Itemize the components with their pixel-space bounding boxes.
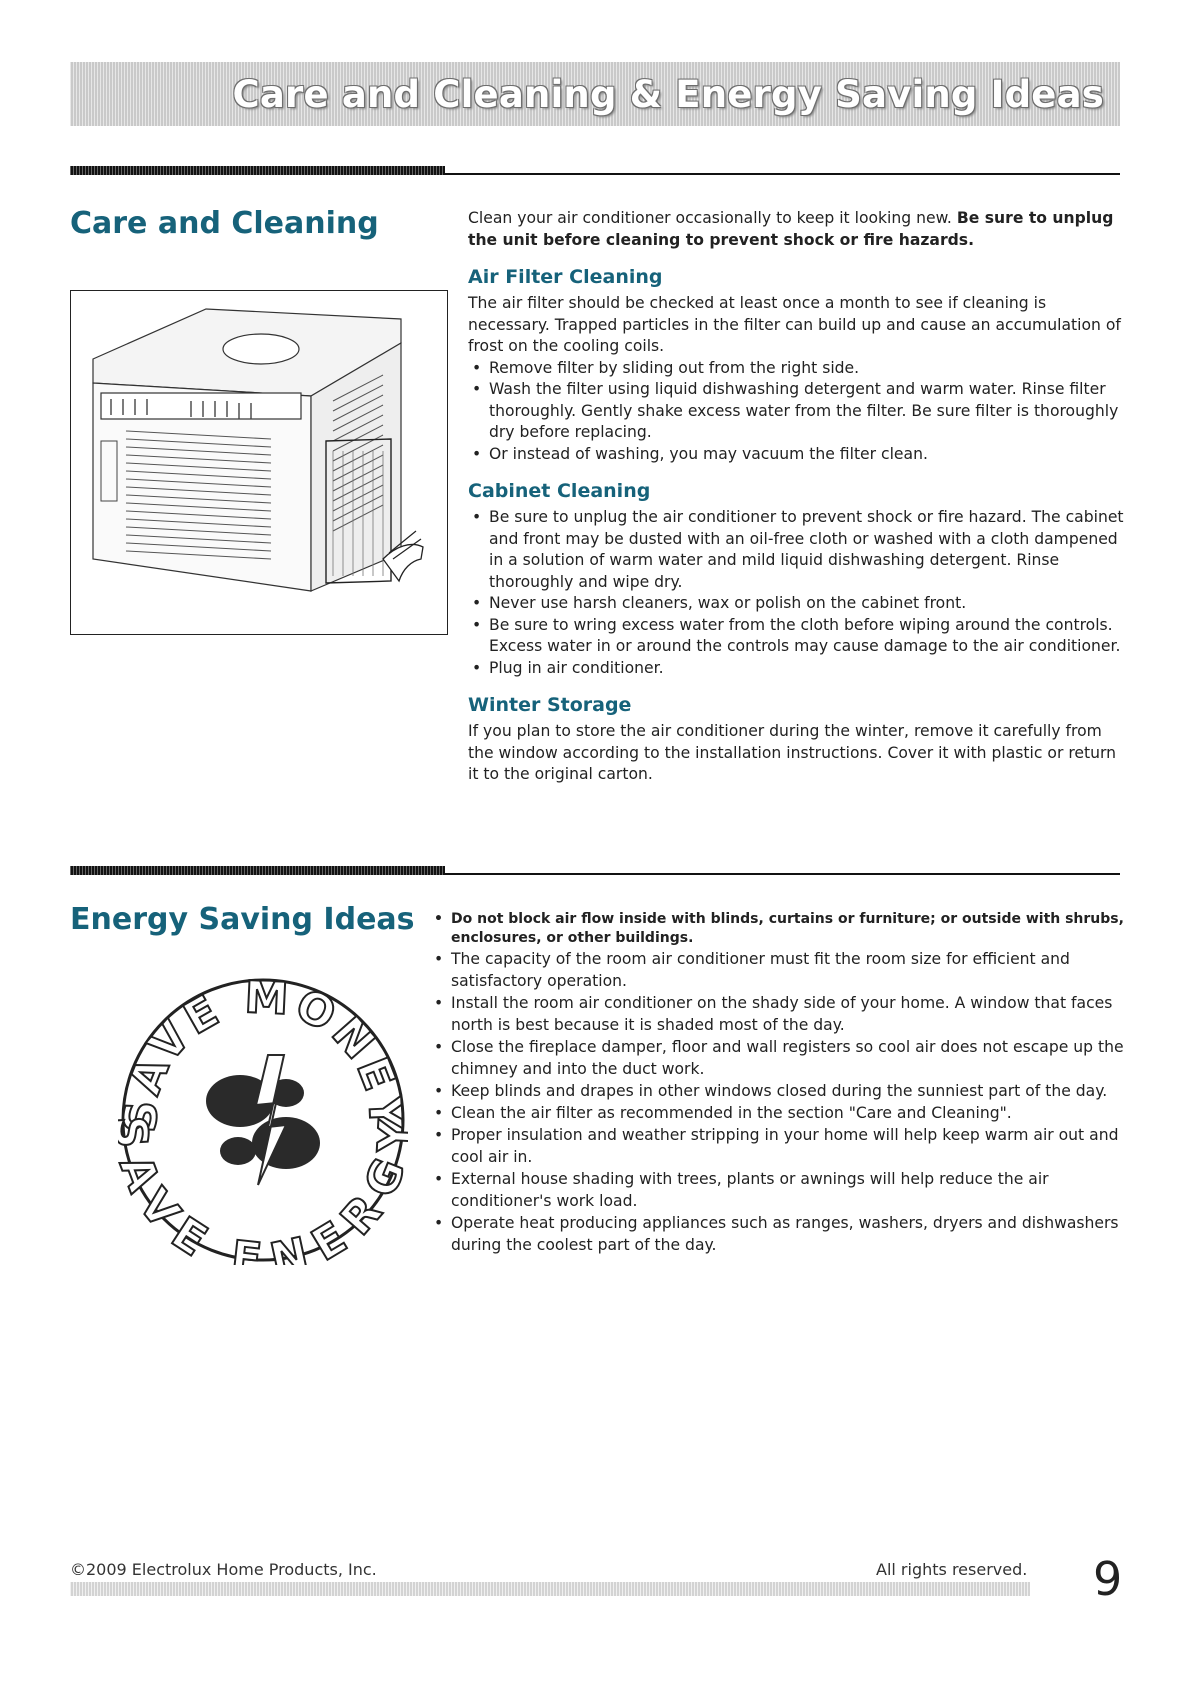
list-item: • Proper insulation and weather stripping in your home will help keep warm air out and cool air in. [430,1124,1130,1168]
save-money-save-energy-seal [118,975,408,1265]
care-content [468,208,1128,786]
header-banner [70,62,1120,126]
list-item: • Never use harsh cleaners, wax or polish on the cabinet front. [468,593,1128,615]
list-item: • Operate heat producing appliances such as ranges, washers, dryers and dishwashers during the coolest part of the day. [430,1212,1130,1256]
list-item: • Install the room air conditioner on the shady side of your home. A window that faces north is best because it is shaded most of the day. [430,992,1130,1036]
cabinet-heading: Cabinet Cleaning [468,480,651,502]
list-item: • Be sure to wring excess water from the cloth before wiping around the controls. Excess water in or around the controls may cause damage to the air conditioner. [468,615,1128,658]
seal-bottom-text: VE ENER [128,1179,395,1265]
care-section-title: Care and Cleaning [70,206,379,241]
cabinet-list [468,507,1128,679]
seal-top-text: SAVE MONEY [118,975,408,1134]
page-number: 9 [1093,1552,1123,1606]
list-item: • Remove filter by sliding out from the right side. [468,358,1128,380]
section-rule-energy [70,866,1120,875]
air-filter-paragraph: The air filter should be checked at least once a month to see if cleaning is necessary. Trapped particles in the filter can build up and cause an accumulation of frost on the cooling coils. [468,294,1121,355]
unplug-warning: Be sure to unplug the unit before cleaning to prevent shock or fire hazards. [468,209,1114,249]
list-item: • Be sure to unplug the air conditioner to prevent shock or fire hazard. The cabinet and front may be dusted with an oil-free cloth or washed with a cloth dampened in a solution of warm water and mild liquid dishwashing detergent. Rinse thoroughly and wipe dry. [468,507,1128,593]
energy-tips-list [430,910,1130,1256]
list-item: • Do not block air flow inside with blinds, curtains or furniture; or outside with shrubs, enclosures, or other buildings. [430,910,1130,948]
winter-storage-paragraph: If you plan to store the air conditioner during the winter, remove it carefully from the window according to the installation instructions. Cover it with plastic or return it to the original carton. [468,722,1117,783]
winter-storage-heading: Winter Storage [468,694,632,716]
footer-rights: All rights reserved. [876,1560,1028,1579]
air-conditioner-drawing [71,291,446,633]
care-intro: Clean your air conditioner occasionally to keep it looking new. Be sure to unplug the unit before cleaning to prevent shock or fire hazards. [468,209,1114,249]
page-title: Care and Cleaning & Energy Saving Ideas [232,72,1104,116]
list-item: • Close the fireplace damper, floor and wall registers so cool air does not escape up the chimney and into the duct work. [430,1036,1130,1080]
air-filter-list [468,358,1128,466]
section-rule-care [70,166,1120,175]
list-item: • Wash the filter using liquid dishwashing detergent and warm water. Rinse filter thoroughly. Gently shake excess water from the filter. Be sure filter is thoroughly dry before replacing. [468,379,1128,444]
list-item: • Keep blinds and drapes in other windows closed during the sunniest part of the day. [430,1080,1130,1102]
list-item: • Clean the air filter as recommended in the section "Care and Cleaning". [430,1102,1130,1124]
list-item: • Plug in air conditioner. [468,658,1128,680]
seal-drawing [118,975,408,1265]
energy-tips [430,910,1130,1256]
list-item: • External house shading with trees, plants or awnings will help reduce the air conditioner's work load. [430,1168,1130,1212]
energy-section-title: Energy Saving Ideas [70,902,415,937]
footer-bar [70,1582,1030,1596]
air-filter-heading: Air Filter Cleaning [468,266,663,288]
list-item: • Or instead of washing, you may vacuum the filter clean. [468,444,1128,466]
air-conditioner-illustration [70,290,448,635]
footer-copyright: ©2009 Electrolux Home Products, Inc. [70,1560,377,1579]
list-item: • The capacity of the room air conditioner must fit the room size for efficient and satisfactory operation. [430,948,1130,992]
